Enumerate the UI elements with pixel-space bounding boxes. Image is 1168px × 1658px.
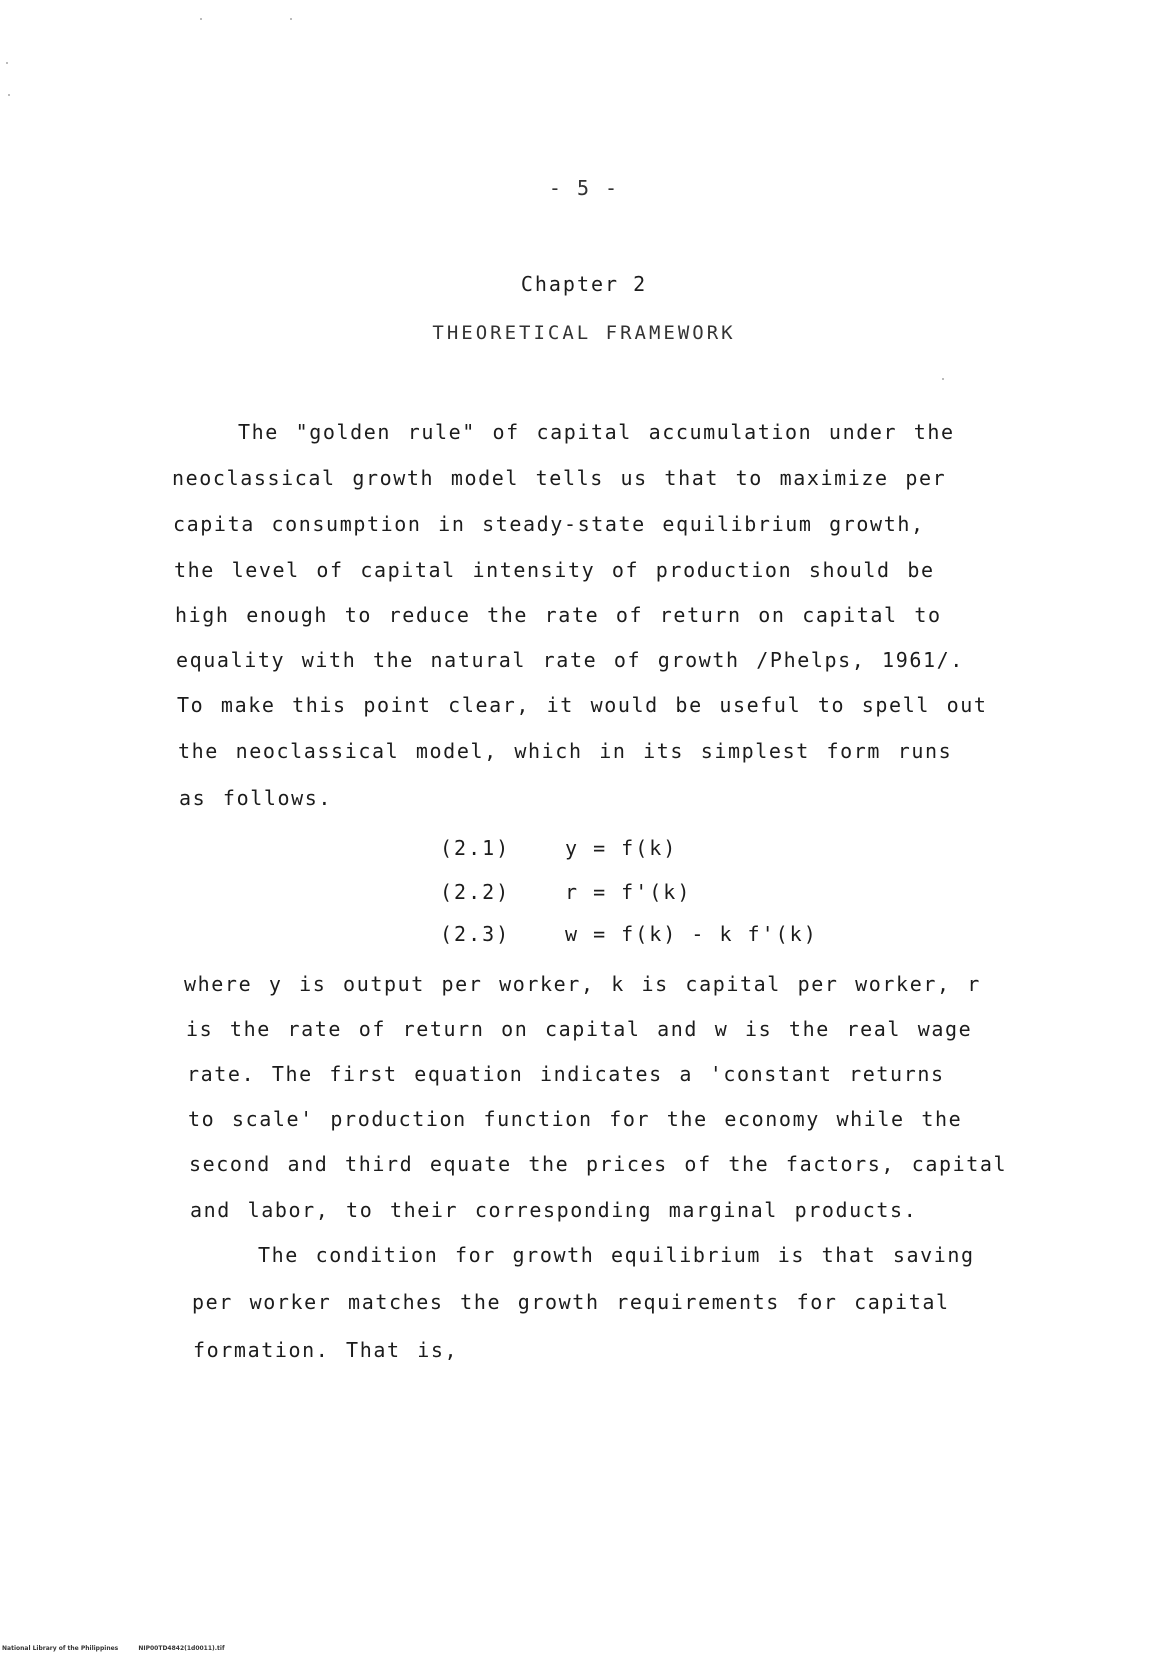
scan-speck <box>942 378 944 380</box>
paragraph-line: neoclassical growth model tells us that to maximize per <box>172 466 947 490</box>
equation-number: (2.2) <box>440 880 511 904</box>
scan-footer <box>2 1645 225 1652</box>
paragraph-line: the level of capital intensity of production should be <box>174 558 935 582</box>
paragraph-line: the neoclassical model, which in its simplest form runs <box>178 739 953 763</box>
scan-speck <box>200 18 202 20</box>
paragraph-line: formation. That is, <box>193 1338 459 1362</box>
chapter-heading: Chapter 2 <box>520 272 648 296</box>
paragraph-line: as follows. <box>179 786 333 810</box>
paragraph-line: is the rate of return on capital and w is the real wage <box>186 1017 973 1041</box>
footer-library: National Library of the Philippines <box>2 1645 119 1652</box>
paragraph-line: to scale' production function for the economy while the <box>188 1107 963 1131</box>
equation-expression: w = f(k) - k f'(k) <box>565 922 818 946</box>
equation-expression: y = f(k) <box>565 836 678 860</box>
equation-number: (2.3) <box>440 922 511 946</box>
paragraph-line: high enough to reduce the rate of return on capital to <box>175 603 942 627</box>
equation-number: (2.1) <box>440 836 511 860</box>
page-number: - 5 - <box>548 176 620 200</box>
footer-file: NIP00TD4842(1d0011).tif <box>138 1645 225 1652</box>
paragraph-line: The condition for growth equilibrium is that saving <box>258 1243 975 1267</box>
paragraph-line: equality with the natural rate of growth /Phelps, 1961/. <box>176 648 964 672</box>
paragraph-line: second and third equate the prices of the factors, capital <box>189 1152 1008 1176</box>
scan-speck <box>290 18 292 20</box>
paragraph-line: where y is output per worker, k is capital per worker, r <box>184 972 981 996</box>
scan-speck <box>6 62 8 64</box>
paragraph-line: and labor, to their corresponding marginal products. <box>190 1198 918 1222</box>
chapter-title: THEORETICAL FRAMEWORK <box>432 322 736 344</box>
paragraph-line: per worker matches the growth requirements for capital <box>192 1290 950 1314</box>
paragraph-line: To make this point clear, it would be useful to spell out <box>177 693 988 717</box>
paragraph-line: rate. The first equation indicates a 'constant returns <box>187 1062 945 1086</box>
paragraph-line: capita consumption in steady-state equilibrium growth, <box>173 512 925 536</box>
equation-expression: r = f'(k) <box>565 880 692 904</box>
paragraph-line: The "golden rule" of capital accumulation under the <box>238 420 955 444</box>
scan-speck <box>8 94 10 96</box>
